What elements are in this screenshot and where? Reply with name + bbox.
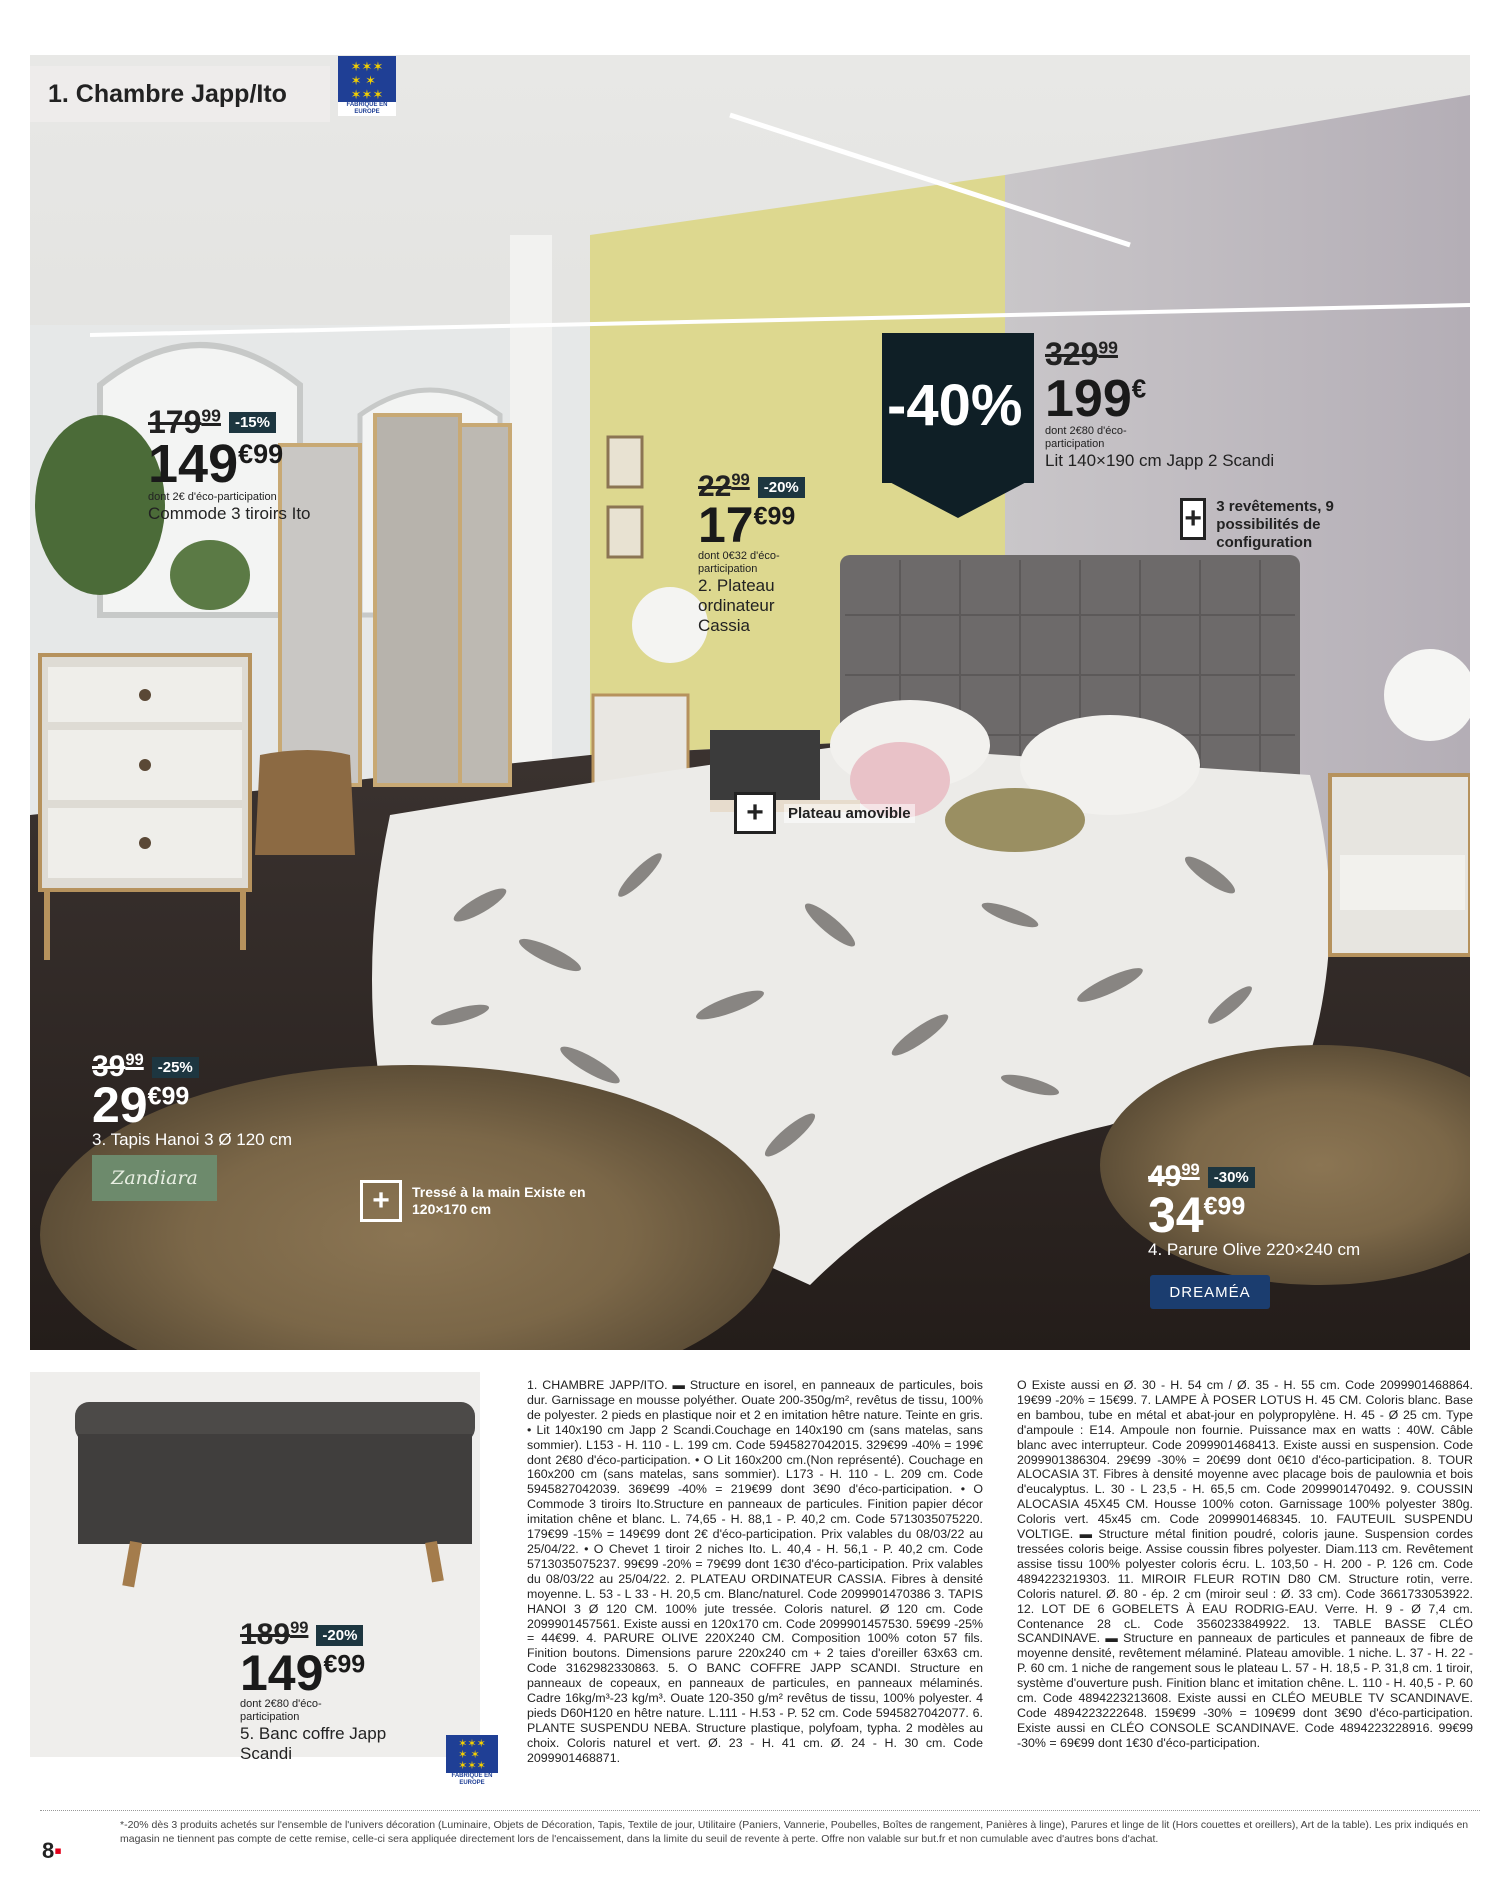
eu-made-badge-small: ✶✶✶ ✶ ✶ ✶✶✶ FABRIQUÉ EN EUROPE <box>446 1735 498 1787</box>
eco-participation: dont 0€32 d'éco-participation <box>698 550 780 575</box>
page-number: 8▪ <box>42 1838 63 1863</box>
footnote: *-20% dès 3 produits achetés sur l'ensemble de l'univers décoration (Luminaire, Objets de Décoration, Tapis, Textile de jour, Utilitaire (Paniers, Vannerie, Poubelles, Boîtes de rangement, Panières à linge), Parures et linge de lit (Hors couettes et oreillers), Art de la table). Les prix indiqués en magasin ne tiennent pas compte de cette remise, celle-ci sera appliquée directement lors de l'encaissement, dans la limite du seuil de revente à perte. Offre non valable sur but.fr et non cumulable avec d'autres bons d'achat. <box>120 1819 1469 1845</box>
new-price: $149^{€99}$ <box>148 434 284 494</box>
product-label: Commode 3 tiroirs Ito <box>148 504 311 523</box>
new-price: $149^{€99}$ <box>240 1645 366 1701</box>
bench-image <box>30 1372 480 1592</box>
callout-revetements <box>1180 498 1400 552</box>
eco-participation: dont 2€80 d'éco-participation <box>240 1698 322 1723</box>
price-block-bed <box>1045 336 1345 471</box>
new-price: 199€ <box>1045 370 1147 428</box>
discount-badge: -20% <box>758 477 805 498</box>
bed-discount-banner-tip <box>882 478 1034 518</box>
eco-participation: dont 2€80 d'éco-participation <box>1045 425 1127 450</box>
product-label: 2. Plateau ordinateur Cassia <box>698 576 775 635</box>
description-column-2: O Existe aussi en Ø. 30 - H. 54 cm / Ø. 35 - H. 55 cm. Code 2099901468864. 19€99 -20% = 15€99. 7. LAMPE À POSER LOTUS H. 45 CM. Coloris blanc. Base en bambou, tube en métal et abat-jour en polypropylène. H. 45 - Ø 25 cm. Type d'ampoule : E14. Ampoule non fournie. Puissance max en watts : 40W. Câble blanc avec interrupteur. Code 2099901468413. Existe aussi en suspension. Code 2099901386304. 29€99 -30% = 20€99 dont 0€10 d'éco-participation. 8. TOUR ALOCASIA 3T. Fibres à densité moyenne avec placage bois de paulownia et bois d'eucalyptus. L. 30 - L 23,5 - H. 65,5 cm. Code 2099901470492. 9. COUSSIN ALOCASIA 45X45 CM. Housse 100% coton. Garnissage 100% polyester 380g. Coloris vert. 45x45 cm. Code 2099901468345. 10. FAUTEUIL SUSPENDU VOLTIGE. ▬ Structure métal finition poudré, coloris jaune. Suspension cordes tressées coloris beige. Assise coussin fibres polyester. Diam.113 cm. Revêtement assise tissu 100% polyester coloris écru. L. 103,50 - H. 200 - P. 126 cm. Code 4894223219303. 11. MIROIR FLEUR ROTIN D80 CM. Structure rotin, verre. Coloris naturel. Ø. 80 - ép. 2 cm (miroir seul : Ø. 33 cm). Code 3661733053922. 12. LOT DE 6 GOBELETS À EAU RODRIG-EAU. Verre. H. 9 - Ø 7,4 cm. Contenance 28 cL. Code 3560233849922. 13. TABLE BASSE CLÉO SCANDINAVE. ▬ Structure en panneaux de particules et panneaux de fibre de moyenne densité, revêtement mélaminé. Plateau amovible. 1 niche. L. 37 - H. 22 - P. 60 cm. 1 niche de rangement sous le plateau L. 57 - H. 18,5 - P. 31,8 cm. 1 tiroir, système d'ouverture push. Finition blanc et imitation chêne. L. 110 - H. 40,5 - P. 60 cm. Code 4894223213608. Existe aussi en CLÉO MEUBLE TV SCANDINAVE. Code 4894223222648. 159€99 -30% = 109€99 dont 3€90 d'éco-participation. Existe aussi en CLÉO CONSOLE SCANDINAVE. Code 4894223228916. 99€99 -30% = 69€99 dont 1€30 d'éco-participation. <box>1017 1378 1473 1750</box>
price-block-commode <box>148 404 388 524</box>
description-column-1: 1. CHAMBRE JAPP/ITO. ▬ Structure en isorel, en panneaux de particules, bois dur. Garnissage en mousse polyéther. Ouate 200-350g/m², revêtus de tissu, 100% de polyester. 2 pieds en plastique noir et 2 en imitation hêtre nature. Teinte en gris. • Lit 140x190 cm Japp 2 Scandi.Couchage en 140x190 cm (sans matelas, sans sommier). L153 - H. 110 - L. 199 cm. Code 5945827042015. 329€99 -40% = 199€ dont 2€80 d'éco-participation. • O Lit 160x200 cm.(Non représenté). Couchage en 160x200 cm (sans matelas, sans sommier). L173 - H. 110 - L. 209 cm. Code 5945827042039. 369€99 -40% = 219€99 dont 3€90 d'éco-participation. • O Commode 3 tiroirs Ito.Structure en panneaux de particules. Finition papier décor imitation chêne et blanc. L. 74,65 - H. 88,1 - P. 40,2 cm. Code 5713035075220. 179€99 -15% = 149€99 dont 2€ d'éco-participation. Prix valables du 08/03/22 au 25/04/22. • O Chevet 1 tiroir 2 niches Ito. L. 40,4 - H. 56,1 - P. 40,2 cm. Code 5713035075237. 99€99 -20% = 79€99 dont 1€30 d'éco-participation. Prix valables du 08/03/22 au 25/04/22. 2. PLATEAU ORDINATEUR CASSIA. Fibres à densité moyenne. L. 53 - L 33 - H. 20,5 cm. Blanc/naturel. Code 2099901470386 3. TAPIS HANOI 3 Ø 120 CM. 100% jute tressée. Coloris naturel. Ø 120 cm. Code 2099901457561. Existe aussi en 120x170 cm. Code 2099901457530. 59€99 -25% = 44€99. 4. PARURE OLIVE 220X240 CM. Composition 100% coton 57 fils. Finition boutons. Dimensions parure 220x240 cm + 2 taies d'oreiller 63x63 cm. Code 3162982330863. 5. O BANC COFFRE JAPP SCANDI. Structure en panneaux de copeaux, en panneaux de particules, en panneaux mélaminés. Cadre 16kg/m³-23 kg/m³. Ouate 120-350 g/m² revêtus de tissu, 100% polyester. 4 pieds D60H120 en hêtre nature. L.111 - H.53 - P. 52 cm. Code 5945827042077. 6. PLANTE SUSPENDU NEBA. Structure plastique, polyfoam, typha. 2 modèles au choix. Coloris naturel et vert. Ø. 23 - H. 41 cm. Ø. 24 - H. 30 cm. Code 2099901468871. <box>527 1378 983 1765</box>
eu-stars-icon: ✶✶✶ ✶ ✶ ✶✶✶ <box>350 59 384 102</box>
discount-badge: -20% <box>316 1625 363 1646</box>
product-label: 4. Parure Olive 220×240 cm <box>1148 1240 1361 1259</box>
eu-badge-label: FABRIQUÉ EN EUROPE <box>338 102 396 116</box>
section-title-bar <box>30 66 330 122</box>
old-price: $189^{99}$ <box>240 1618 309 1651</box>
old-price: $39^{99}$ <box>92 1050 144 1083</box>
eu-stars-icon: ✶✶✶ ✶ ✶ ✶✶✶ <box>458 1738 486 1772</box>
new-price: $34^{€99}$ <box>1148 1187 1246 1243</box>
price-block-plateau <box>698 470 868 636</box>
product-label: 5. Banc coffre Japp Scandi <box>240 1724 387 1763</box>
old-price: $329^{99}$ <box>1045 336 1118 372</box>
discount-badge: -25% <box>152 1057 199 1078</box>
old-price: $22^{99}$ <box>698 470 750 503</box>
new-price: $29^{€99}$ <box>92 1077 190 1133</box>
footer-divider <box>40 1810 1480 1812</box>
eco-participation: dont 2€ d'éco-participation <box>148 491 277 503</box>
new-price: $17^{€99}$ <box>698 497 796 553</box>
bed-discount-percent: -40% <box>887 373 1023 438</box>
old-price: $49^{99}$ <box>1148 1160 1200 1193</box>
price-block-banc <box>240 1618 470 1764</box>
bedroom-scene-illustration <box>30 55 1470 1350</box>
le-plus-icon: + <box>1180 498 1206 540</box>
brand-dreamea-logo: DREAMÉA <box>1150 1275 1270 1309</box>
hero-bedroom-photo <box>30 55 1470 1350</box>
eu-made-badge <box>338 56 396 114</box>
discount-badge: -30% <box>1208 1167 1255 1188</box>
callout-text: 3 revêtements, 9 possibilités de configuration <box>1216 498 1334 551</box>
callout-text: Plateau amovible <box>784 804 915 823</box>
product-label: 3. Tapis Hanoi 3 Ø 120 cm <box>92 1130 293 1149</box>
le-plus-icon: + <box>360 1180 402 1222</box>
callout-tresse <box>360 1180 612 1222</box>
callout-plateau <box>734 792 915 834</box>
le-plus-icon: + <box>734 792 776 834</box>
price-block-tapis <box>92 1050 392 1150</box>
callout-text: Tressé à la main Existe en 120×170 cm <box>412 1184 586 1217</box>
brand-zandiara-logo: Zandiara <box>92 1155 217 1201</box>
price-block-parure <box>1148 1160 1448 1260</box>
discount-badge: -15% <box>229 412 276 433</box>
product-label: Lit 140×190 cm Japp 2 Scandi <box>1045 451 1275 470</box>
section-title: 1. Chambre Japp/Ito <box>48 79 287 108</box>
old-price: $179^{99}$ <box>148 404 221 440</box>
